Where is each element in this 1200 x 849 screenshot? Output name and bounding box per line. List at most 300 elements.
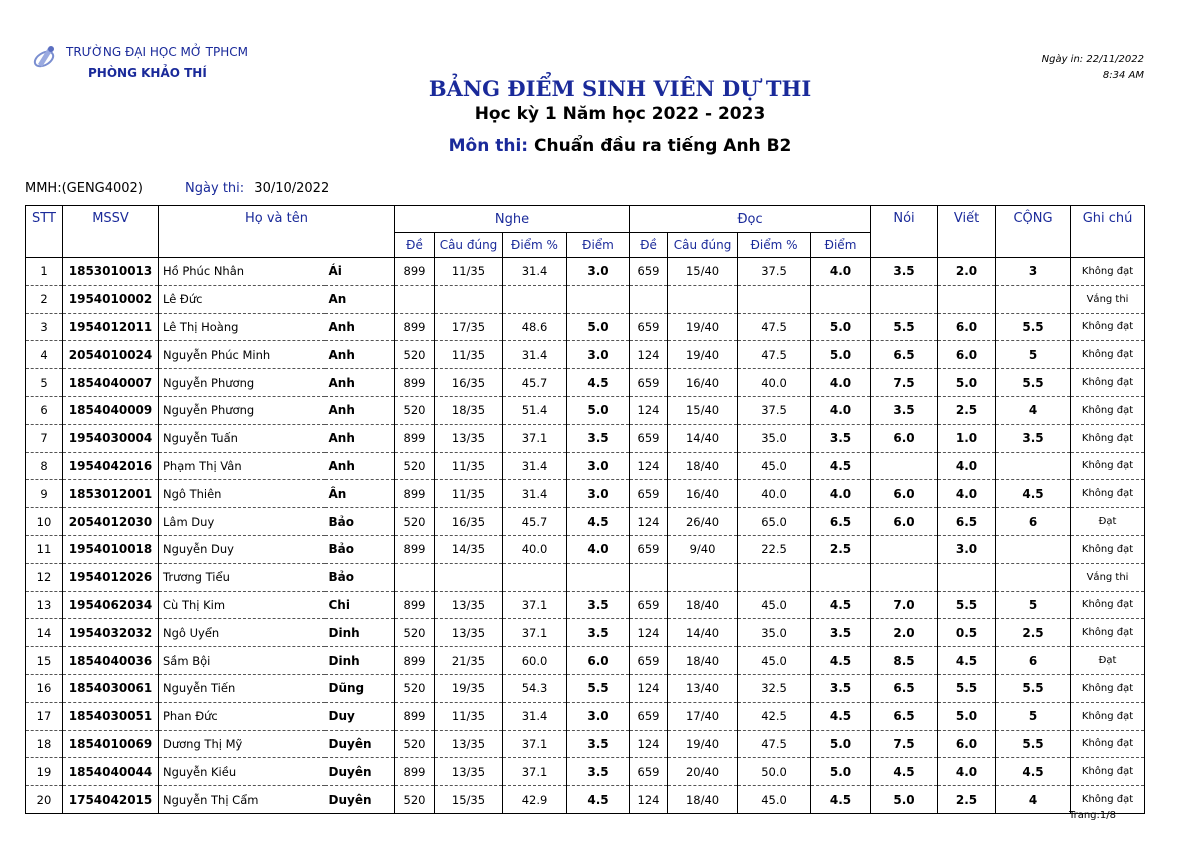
table-row [26, 424, 1145, 452]
cell-listening-de: 899 [395, 591, 435, 619]
cell-writing: 5.5 [938, 591, 996, 619]
cell-mssv: 1854030051 [63, 702, 159, 730]
cell-listening-de: 899 [395, 258, 435, 286]
cell-listening-score [567, 285, 630, 313]
cell-reading-de: 659 [630, 424, 668, 452]
cell-mssv: 1854030061 [63, 674, 159, 702]
cell-reading-percent: 35.0 [738, 619, 811, 647]
cell-note: Không đạt [1071, 619, 1145, 647]
cell-reading-de: 659 [630, 258, 668, 286]
cell-reading-score: 4.0 [811, 258, 871, 286]
cell-speaking: 3.5 [871, 258, 938, 286]
cell-note: Không đạt [1071, 424, 1145, 452]
cell-reading-percent: 22.5 [738, 535, 811, 563]
cell-reading-percent: 37.5 [738, 258, 811, 286]
cell-reading-score: 5.0 [811, 313, 871, 341]
cell-note: Không đạt [1071, 313, 1145, 341]
cell-listening-de: 520 [395, 452, 435, 480]
cell-listening-de: 899 [395, 702, 435, 730]
cell-reading-de [630, 285, 668, 313]
cell-reading-percent: 47.5 [738, 730, 811, 758]
cell-listening-correct: 14/35 [435, 535, 503, 563]
cell-reading-de: 659 [630, 702, 668, 730]
cell-stt: 4 [26, 341, 63, 369]
cell-stt: 12 [26, 563, 63, 591]
col-listening: Nghe [395, 206, 630, 233]
cell-stt: 3 [26, 313, 63, 341]
cell-total: 2.5 [996, 619, 1071, 647]
cell-stt: 17 [26, 702, 63, 730]
cell-listening-percent: 37.1 [503, 424, 567, 452]
cell-reading-de: 124 [630, 730, 668, 758]
cell-reading-correct: 13/40 [668, 674, 738, 702]
col-speaking: Nói [871, 206, 938, 258]
cell-mssv: 1954042016 [63, 452, 159, 480]
cell-listening-score: 4.5 [567, 369, 630, 397]
cell-reading-score: 2.5 [811, 535, 871, 563]
cell-listening-score: 3.0 [567, 341, 630, 369]
cell-reading-score: 5.0 [811, 341, 871, 369]
cell-stt: 15 [26, 647, 63, 675]
cell-listening-percent: 42.9 [503, 786, 567, 814]
cell-mssv: 1854010069 [63, 730, 159, 758]
cell-speaking: 7.5 [871, 730, 938, 758]
cell-given-name: Anh [325, 396, 395, 424]
cell-listening-de: 520 [395, 730, 435, 758]
cell-stt: 13 [26, 591, 63, 619]
cell-reading-de: 659 [630, 591, 668, 619]
cell-stt: 20 [26, 786, 63, 814]
cell-surname: Nguyễn Phúc Minh [159, 341, 325, 369]
cell-listening-percent: 37.1 [503, 758, 567, 786]
cell-listening-de [395, 285, 435, 313]
cell-listening-percent: 45.7 [503, 508, 567, 536]
printed-time: 8:34 AM [1102, 70, 1144, 81]
cell-note: Đạt [1071, 508, 1145, 536]
cell-surname: Nguyễn Thị Cẩm [159, 786, 325, 814]
cell-speaking [871, 563, 938, 591]
cell-listening-score [567, 563, 630, 591]
cell-surname: Nguyễn Phương [159, 369, 325, 397]
cell-mssv: 1854040007 [63, 369, 159, 397]
cell-writing: 6.5 [938, 508, 996, 536]
cell-writing: 6.0 [938, 730, 996, 758]
table-row [26, 563, 1145, 591]
cell-mssv: 1954032032 [63, 619, 159, 647]
cell-listening-score: 3.5 [567, 758, 630, 786]
cell-given-name: Dinh [325, 647, 395, 675]
cell-given-name: Bảo [325, 535, 395, 563]
cell-writing: 2.5 [938, 786, 996, 814]
cell-surname: Lê Đức [159, 285, 325, 313]
cell-listening-de: 899 [395, 313, 435, 341]
cell-stt: 16 [26, 674, 63, 702]
cell-reading-correct: 18/40 [668, 452, 738, 480]
cell-listening-percent: 51.4 [503, 396, 567, 424]
cell-reading-score: 3.5 [811, 424, 871, 452]
term-subtitle: Học kỳ 1 Năm học 2022 - 2023 [474, 104, 766, 124]
cell-listening-score: 4.0 [567, 535, 630, 563]
cell-reading-percent: 40.0 [738, 369, 811, 397]
cell-given-name: Ân [325, 480, 395, 508]
table-row [26, 591, 1145, 619]
cell-reading-percent: 35.0 [738, 424, 811, 452]
cell-given-name: Dũng [325, 674, 395, 702]
cell-reading-de: 124 [630, 508, 668, 536]
cell-listening-percent: 31.4 [503, 341, 567, 369]
cell-listening-de: 520 [395, 508, 435, 536]
cell-listening-de: 899 [395, 758, 435, 786]
cell-reading-de: 124 [630, 341, 668, 369]
cell-reading-score: 4.5 [811, 702, 871, 730]
col-reading-correct: Câu đúng [668, 233, 738, 258]
cell-listening-score: 3.0 [567, 702, 630, 730]
cell-listening-score: 3.5 [567, 730, 630, 758]
cell-writing: 4.0 [938, 452, 996, 480]
cell-total [996, 452, 1071, 480]
cell-listening-de: 520 [395, 786, 435, 814]
cell-speaking: 7.0 [871, 591, 938, 619]
cell-total: 4.5 [996, 758, 1071, 786]
cell-reading-correct: 20/40 [668, 758, 738, 786]
exam-date-label: Ngày thi: [185, 181, 245, 196]
cell-speaking: 5.0 [871, 786, 938, 814]
cell-listening-percent: 54.3 [503, 674, 567, 702]
cell-note: Không đạt [1071, 535, 1145, 563]
cell-stt: 7 [26, 424, 63, 452]
cell-listening-score: 3.0 [567, 258, 630, 286]
cell-reading-percent: 45.0 [738, 647, 811, 675]
cell-note: Không đạt [1071, 702, 1145, 730]
cell-mssv: 1954010002 [63, 285, 159, 313]
cell-surname: Lê Thị Hoàng [159, 313, 325, 341]
cell-speaking: 5.5 [871, 313, 938, 341]
cell-note: Không đạt [1071, 258, 1145, 286]
col-total: CỘNG [996, 206, 1071, 258]
cell-listening-percent: 37.1 [503, 730, 567, 758]
cell-listening-correct: 11/35 [435, 480, 503, 508]
cell-writing: 4.0 [938, 758, 996, 786]
table-row [26, 619, 1145, 647]
cell-given-name: Duyên [325, 786, 395, 814]
cell-total: 5.5 [996, 730, 1071, 758]
cell-listening-percent: 40.0 [503, 535, 567, 563]
col-reading-de: Đề [630, 233, 668, 258]
cell-total [996, 285, 1071, 313]
cell-given-name: Duy [325, 702, 395, 730]
cell-mssv: 1954012026 [63, 563, 159, 591]
cell-surname: Phạm Thị Vân [159, 452, 325, 480]
cell-stt: 19 [26, 758, 63, 786]
cell-reading-score: 4.5 [811, 591, 871, 619]
cell-reading-score: 5.0 [811, 758, 871, 786]
cell-total: 3 [996, 258, 1071, 286]
cell-total: 6 [996, 647, 1071, 675]
printed-date: 22/11/2022 [1086, 54, 1144, 65]
cell-listening-correct: 13/35 [435, 424, 503, 452]
cell-listening-de: 520 [395, 619, 435, 647]
score-table [25, 205, 1145, 814]
cell-reading-correct [668, 285, 738, 313]
cell-listening-percent: 45.7 [503, 369, 567, 397]
cell-surname: Nguyễn Tiến [159, 674, 325, 702]
cell-total: 6 [996, 508, 1071, 536]
cell-speaking: 6.0 [871, 424, 938, 452]
cell-mssv: 1954062034 [63, 591, 159, 619]
table-row [26, 730, 1145, 758]
cell-reading-correct: 16/40 [668, 480, 738, 508]
cell-stt: 18 [26, 730, 63, 758]
cell-reading-de: 124 [630, 396, 668, 424]
cell-reading-de: 659 [630, 313, 668, 341]
cell-speaking: 6.5 [871, 674, 938, 702]
cell-given-name: Duyên [325, 758, 395, 786]
cell-listening-de: 520 [395, 396, 435, 424]
cell-total: 5 [996, 341, 1071, 369]
cell-listening-score: 3.0 [567, 452, 630, 480]
cell-listening-correct: 13/35 [435, 591, 503, 619]
col-writing: Viết [938, 206, 996, 258]
cell-surname: Nguyễn Phương [159, 396, 325, 424]
cell-surname: Sầm Bội [159, 647, 325, 675]
cell-total [996, 535, 1071, 563]
cell-reading-de: 659 [630, 647, 668, 675]
cell-listening-correct: 16/35 [435, 508, 503, 536]
department-name: PHÒNG KHẢO THÍ [88, 66, 207, 80]
cell-reading-percent: 40.0 [738, 480, 811, 508]
cell-stt: 14 [26, 619, 63, 647]
col-listening-correct: Câu đúng [435, 233, 503, 258]
cell-writing: 5.5 [938, 674, 996, 702]
cell-listening-percent: 31.4 [503, 452, 567, 480]
cell-listening-score: 3.5 [567, 591, 630, 619]
cell-reading-correct: 9/40 [668, 535, 738, 563]
cell-speaking: 6.5 [871, 702, 938, 730]
cell-listening-correct: 17/35 [435, 313, 503, 341]
cell-total: 5.5 [996, 369, 1071, 397]
cell-listening-de: 520 [395, 341, 435, 369]
cell-listening-correct: 19/35 [435, 674, 503, 702]
cell-reading-correct: 26/40 [668, 508, 738, 536]
cell-listening-correct [435, 563, 503, 591]
cell-listening-score: 4.5 [567, 786, 630, 814]
cell-reading-score: 4.5 [811, 452, 871, 480]
cell-reading-correct: 18/40 [668, 647, 738, 675]
cell-note: Không đạt [1071, 452, 1145, 480]
cell-reading-score: 6.5 [811, 508, 871, 536]
col-listening-percent: Điểm % [503, 233, 567, 258]
cell-surname: Nguyễn Duy [159, 535, 325, 563]
table-row [26, 758, 1145, 786]
cell-surname: Lâm Duy [159, 508, 325, 536]
table-row [26, 285, 1145, 313]
cell-given-name: Anh [325, 369, 395, 397]
cell-given-name: Anh [325, 341, 395, 369]
cell-reading-de: 124 [630, 452, 668, 480]
cell-writing: 2.0 [938, 258, 996, 286]
cell-stt: 10 [26, 508, 63, 536]
cell-given-name: Dinh [325, 619, 395, 647]
cell-reading-correct: 16/40 [668, 369, 738, 397]
cell-writing: 4.5 [938, 647, 996, 675]
cell-listening-percent: 31.4 [503, 480, 567, 508]
cell-listening-percent: 31.4 [503, 702, 567, 730]
cell-reading-percent: 45.0 [738, 591, 811, 619]
cell-listening-percent [503, 563, 567, 591]
col-reading-score: Điểm [811, 233, 871, 258]
cell-listening-correct: 13/35 [435, 758, 503, 786]
cell-mssv: 1954012011 [63, 313, 159, 341]
cell-note: Không đạt [1071, 730, 1145, 758]
cell-stt: 9 [26, 480, 63, 508]
cell-writing: 6.0 [938, 341, 996, 369]
cell-mssv: 1854040009 [63, 396, 159, 424]
cell-writing [938, 285, 996, 313]
cell-reading-correct: 19/40 [668, 341, 738, 369]
cell-reading-percent: 50.0 [738, 758, 811, 786]
cell-speaking: 7.5 [871, 369, 938, 397]
cell-reading-de: 659 [630, 758, 668, 786]
table-row [26, 702, 1145, 730]
cell-given-name: Duyên [325, 730, 395, 758]
cell-surname: Nguyễn Kiều [159, 758, 325, 786]
cell-writing: 3.0 [938, 535, 996, 563]
cell-listening-percent: 37.1 [503, 619, 567, 647]
cell-listening-score: 5.0 [567, 396, 630, 424]
cell-listening-de: 899 [395, 480, 435, 508]
cell-mssv: 2054010024 [63, 341, 159, 369]
cell-speaking: 3.5 [871, 396, 938, 424]
cell-listening-de: 899 [395, 535, 435, 563]
cell-reading-percent [738, 285, 811, 313]
cell-note: Không đạt [1071, 758, 1145, 786]
cell-writing: 4.0 [938, 480, 996, 508]
cell-reading-correct: 14/40 [668, 619, 738, 647]
cell-writing: 5.0 [938, 702, 996, 730]
cell-listening-correct: 16/35 [435, 369, 503, 397]
cell-reading-score [811, 563, 871, 591]
cell-listening-score: 4.5 [567, 508, 630, 536]
cell-listening-de: 899 [395, 369, 435, 397]
cell-writing: 0.5 [938, 619, 996, 647]
cell-mssv: 2054012030 [63, 508, 159, 536]
cell-reading-score: 4.0 [811, 396, 871, 424]
cell-reading-percent: 45.0 [738, 452, 811, 480]
cell-writing: 6.0 [938, 313, 996, 341]
school-name: TRƯỜNG ĐẠI HỌC MỞ TPHCM [66, 45, 248, 59]
cell-note: Không đạt [1071, 480, 1145, 508]
cell-reading-correct: 17/40 [668, 702, 738, 730]
cell-reading-de: 124 [630, 786, 668, 814]
table-row [26, 480, 1145, 508]
cell-given-name: Bảo [325, 508, 395, 536]
score-rows [26, 258, 1145, 814]
cell-speaking [871, 452, 938, 480]
cell-reading-de: 124 [630, 674, 668, 702]
cell-reading-correct: 19/40 [668, 313, 738, 341]
cell-reading-score: 4.5 [811, 786, 871, 814]
cell-listening-score: 6.0 [567, 647, 630, 675]
cell-given-name: Chi [325, 591, 395, 619]
page-number: Trang:1/8 [1068, 810, 1116, 821]
cell-listening-correct: 13/35 [435, 619, 503, 647]
cell-mssv: 1853010013 [63, 258, 159, 286]
col-listening-de: Đề [395, 233, 435, 258]
cell-speaking: 4.5 [871, 758, 938, 786]
cell-reading-correct: 15/40 [668, 258, 738, 286]
cell-reading-score: 4.0 [811, 480, 871, 508]
table-row [26, 508, 1145, 536]
cell-listening-percent: 37.1 [503, 591, 567, 619]
cell-reading-score: 4.5 [811, 647, 871, 675]
cell-mssv: 1954030004 [63, 424, 159, 452]
table-row [26, 258, 1145, 286]
cell-total: 5.5 [996, 313, 1071, 341]
cell-mssv: 1854040036 [63, 647, 159, 675]
subject-line [0, 136, 1200, 156]
cell-mssv: 1853012001 [63, 480, 159, 508]
cell-reading-percent: 65.0 [738, 508, 811, 536]
table-row [26, 674, 1145, 702]
cell-listening-percent: 60.0 [503, 647, 567, 675]
cell-stt: 8 [26, 452, 63, 480]
cell-note: Vắng thi [1071, 563, 1145, 591]
exam-date: 30/10/2022 [254, 181, 330, 196]
cell-speaking: 6.0 [871, 480, 938, 508]
cell-listening-correct [435, 285, 503, 313]
cell-speaking [871, 535, 938, 563]
cell-stt: 2 [26, 285, 63, 313]
cell-total: 4.5 [996, 480, 1071, 508]
cell-surname: Trương Tiểu [159, 563, 325, 591]
cell-mssv: 1754042015 [63, 786, 159, 814]
col-reading: Đọc [630, 206, 871, 233]
table-row [26, 786, 1145, 814]
cell-note: Không đạt [1071, 786, 1145, 814]
cell-total [996, 563, 1071, 591]
cell-total: 5 [996, 702, 1071, 730]
cell-listening-correct: 11/35 [435, 452, 503, 480]
cell-reading-de [630, 563, 668, 591]
table-row [26, 647, 1145, 675]
cell-listening-correct: 21/35 [435, 647, 503, 675]
cell-listening-percent: 48.6 [503, 313, 567, 341]
cell-reading-percent: 42.5 [738, 702, 811, 730]
cell-total: 4 [996, 396, 1071, 424]
cell-reading-de: 659 [630, 480, 668, 508]
cell-reading-score: 3.5 [811, 619, 871, 647]
cell-reading-score: 3.5 [811, 674, 871, 702]
cell-given-name: Bảo [325, 563, 395, 591]
cell-listening-correct: 15/35 [435, 786, 503, 814]
cell-note: Không đạt [1071, 396, 1145, 424]
cell-speaking: 6.0 [871, 508, 938, 536]
col-reading-percent: Điểm % [738, 233, 811, 258]
col-mssv: MSSV [63, 206, 159, 258]
cell-listening-de [395, 563, 435, 591]
cell-listening-score: 3.5 [567, 619, 630, 647]
cell-reading-percent: 37.5 [738, 396, 811, 424]
cell-reading-score: 4.0 [811, 369, 871, 397]
cell-listening-correct: 18/35 [435, 396, 503, 424]
cell-stt: 1 [26, 258, 63, 286]
cell-stt: 11 [26, 535, 63, 563]
cell-listening-correct: 13/35 [435, 730, 503, 758]
table-row [26, 452, 1145, 480]
cell-listening-de: 899 [395, 647, 435, 675]
cell-note: Không đạt [1071, 591, 1145, 619]
cell-speaking [871, 285, 938, 313]
